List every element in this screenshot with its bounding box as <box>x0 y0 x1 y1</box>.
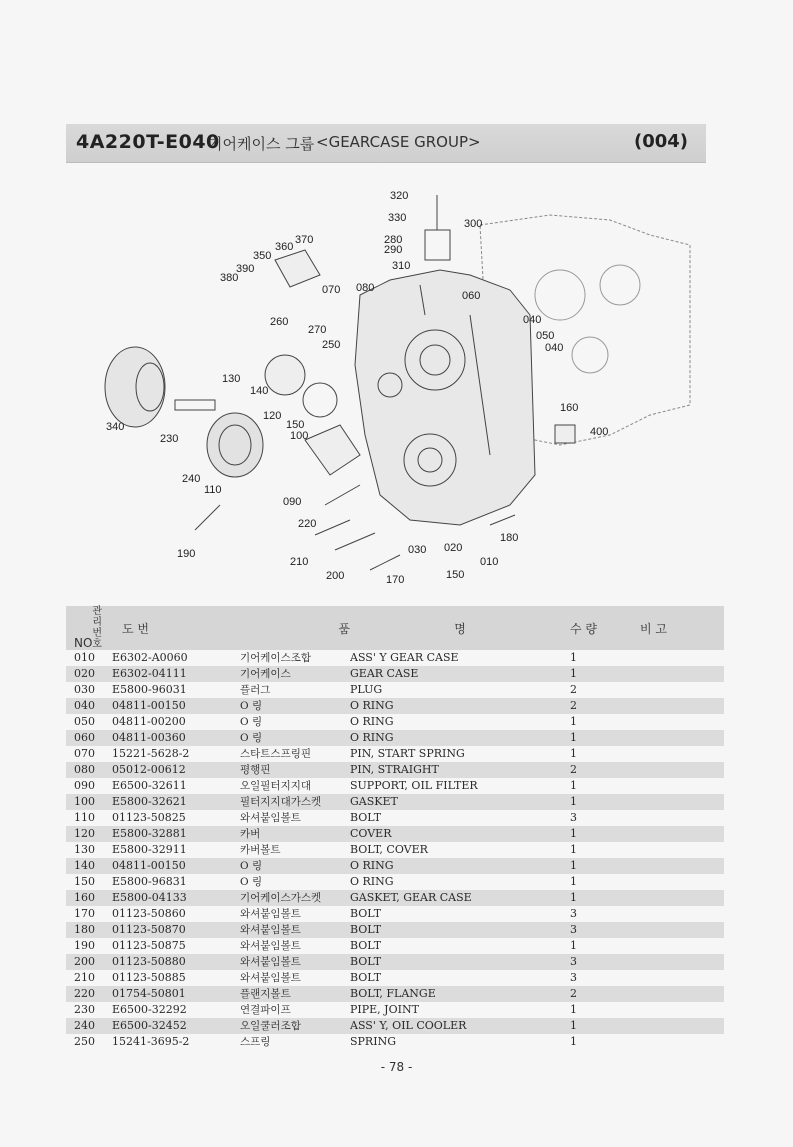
part-ref-no: 170 <box>74 907 95 920</box>
part-name-korean: 연결파이프 <box>240 1004 291 1016</box>
table-row <box>66 906 724 922</box>
part-remarks <box>640 970 724 986</box>
callout-090: 090 <box>283 496 302 508</box>
part-name-korean: O 링 <box>240 876 263 888</box>
part-name-english: BOLT <box>350 907 382 920</box>
callout-240: 240 <box>182 473 201 485</box>
part-number: 05012-00612 <box>112 763 186 776</box>
callout-290: 290 <box>384 244 403 256</box>
part-ref-no: 080 <box>74 763 95 776</box>
part-name-korean: 오일쿨러조합 <box>240 1020 301 1032</box>
callout-010: 010 <box>480 556 499 568</box>
part-quantity: 2 <box>570 699 577 712</box>
diagram-svg <box>90 175 700 595</box>
part-name-korean: 카버볼트 <box>240 844 281 856</box>
part-number: 04811-00360 <box>112 731 186 744</box>
part-quantity: 1 <box>570 667 577 680</box>
callout-100: 100 <box>290 430 309 442</box>
callout-030: 030 <box>408 544 427 556</box>
callout-060: 060 <box>462 290 481 302</box>
part-quantity: 1 <box>570 891 577 904</box>
part-name-english: BOLT <box>350 923 382 936</box>
part-remarks <box>640 954 724 970</box>
table-row <box>66 794 724 810</box>
part-ref-no: 210 <box>74 971 95 984</box>
callout-280: 280 <box>384 234 403 246</box>
part-quantity: 1 <box>570 715 577 728</box>
part-ref-no: 030 <box>74 683 95 696</box>
part-name-korean: 와셔붙임볼트 <box>240 972 301 984</box>
part-ref-no: 160 <box>74 891 95 904</box>
part-ref-no: 100 <box>74 795 95 808</box>
callout-390: 390 <box>236 263 255 275</box>
table-row <box>66 954 724 970</box>
part-number: E6302-A0060 <box>112 651 188 664</box>
part-number: 01123-50880 <box>112 955 186 968</box>
part-quantity: 1 <box>570 859 577 872</box>
part-remarks <box>640 778 724 794</box>
part-number: E5800-96031 <box>112 683 187 696</box>
part-remarks <box>640 810 724 826</box>
part-name-english: SUPPORT, OIL FILTER <box>350 779 478 792</box>
part-number: 04811-00150 <box>112 699 186 712</box>
part-quantity: 1 <box>570 651 577 664</box>
callout-120: 120 <box>263 410 282 422</box>
callout-020: 020 <box>444 542 463 554</box>
part-remarks <box>640 794 724 810</box>
callout-270: 270 <box>308 324 327 336</box>
part-remarks <box>640 874 724 890</box>
callout-040: 040 <box>545 342 564 354</box>
exploded-parts-diagram <box>90 175 700 595</box>
part-number: 15221-5628-2 <box>112 747 190 760</box>
part-quantity: 1 <box>570 731 577 744</box>
part-remarks <box>640 826 724 842</box>
parts-table-body <box>66 650 724 1050</box>
part-number: 04811-00150 <box>112 859 186 872</box>
part-name-english: BOLT <box>350 811 382 824</box>
part-quantity: 3 <box>570 955 577 968</box>
part-remarks <box>640 714 724 730</box>
part-ref-no: 180 <box>74 923 95 936</box>
callout-050: 050 <box>536 330 555 342</box>
callout-350: 350 <box>253 250 272 262</box>
part-quantity: 1 <box>570 779 577 792</box>
part-name-english: O RING <box>350 699 394 712</box>
part-quantity: 1 <box>570 747 577 760</box>
parts-table-header <box>66 606 724 650</box>
callout-230: 230 <box>160 433 179 445</box>
part-name-english: BOLT <box>350 939 382 952</box>
header-remarks: 비 고 <box>640 621 667 636</box>
callout-250: 250 <box>322 339 341 351</box>
callout-210: 210 <box>290 556 309 568</box>
part-quantity: 1 <box>570 1003 577 1016</box>
part-number: E5800-32911 <box>112 843 187 856</box>
part-name-english: O RING <box>350 731 394 744</box>
table-row <box>66 810 724 826</box>
title-band <box>66 124 706 163</box>
part-quantity: 2 <box>570 987 577 1000</box>
part-ref-no: 230 <box>74 1003 95 1016</box>
header-name-left: 품 <box>338 621 350 636</box>
part-number: E6500-32452 <box>112 1019 187 1032</box>
part-name-english: ASS' Y, OIL COOLER <box>350 1019 467 1032</box>
group-code: 4A220T-E040 <box>76 131 220 153</box>
part-number: E5800-96831 <box>112 875 187 888</box>
part-name-english: O RING <box>350 715 394 728</box>
part-remarks <box>640 762 724 778</box>
callout-180: 180 <box>500 532 519 544</box>
table-row <box>66 842 724 858</box>
parts-table <box>66 606 724 1050</box>
part-ref-no: 060 <box>74 731 95 744</box>
table-row <box>66 1034 724 1050</box>
part-quantity: 1 <box>570 939 577 952</box>
part-remarks <box>640 682 724 698</box>
part-name-korean: O 링 <box>240 860 263 872</box>
part-remarks <box>640 922 724 938</box>
part-number: 15241-3695-2 <box>112 1035 190 1048</box>
part-remarks <box>640 730 724 746</box>
part-name-korean: 플러그 <box>240 684 271 696</box>
part-remarks <box>640 906 724 922</box>
callout-340: 340 <box>106 421 125 433</box>
part-remarks <box>640 650 724 666</box>
part-ref-no: 200 <box>74 955 95 968</box>
group-number: (004) <box>633 131 688 152</box>
callout-110: 110 <box>204 484 222 496</box>
part-name-korean: 카버 <box>240 828 261 840</box>
part-name-english: GASKET <box>350 795 398 808</box>
callout-190: 190 <box>177 548 196 560</box>
part-ref-no: 140 <box>74 859 95 872</box>
part-name-english: SPRING <box>350 1035 396 1048</box>
callout-150-bottom: 150 <box>446 569 465 581</box>
part-remarks <box>640 890 724 906</box>
callout-320: 320 <box>390 190 409 202</box>
part-ref-no: 130 <box>74 843 95 856</box>
part-name-english: GASKET, GEAR CASE <box>350 891 472 904</box>
part-ref-no: 120 <box>74 827 95 840</box>
part-ref-no: 050 <box>74 715 95 728</box>
part-remarks <box>640 698 724 714</box>
part-remarks <box>640 1018 724 1034</box>
callout-330: 330 <box>388 212 407 224</box>
callout-130: 130 <box>222 373 241 385</box>
part-name-korean: 와셔붙임볼트 <box>240 940 301 952</box>
callout-370: 370 <box>295 234 314 246</box>
part-name-english: PIN, START SPRING <box>350 747 465 760</box>
part-name-korean: 플랜지볼트 <box>240 988 291 1000</box>
callout-360: 360 <box>275 241 294 253</box>
part-remarks <box>640 938 724 954</box>
callout-310: 310 <box>392 260 411 272</box>
table-row <box>66 666 724 682</box>
part-name-korean: 와셔붙임볼트 <box>240 924 301 936</box>
callout-070: 070 <box>322 284 341 296</box>
part-quantity: 2 <box>570 683 577 696</box>
part-name-korean: 평행핀 <box>240 764 271 776</box>
table-row <box>66 730 724 746</box>
part-ref-no: 190 <box>74 939 95 952</box>
part-name-korean: 스프링 <box>240 1036 271 1048</box>
part-remarks <box>640 858 724 874</box>
part-name-english: GEAR CASE <box>350 667 419 680</box>
part-ref-no: 070 <box>74 747 95 760</box>
part-quantity: 3 <box>570 907 577 920</box>
part-ref-no: 250 <box>74 1035 95 1048</box>
table-row <box>66 682 724 698</box>
part-quantity: 1 <box>570 1035 577 1048</box>
part-number: 01123-50860 <box>112 907 186 920</box>
table-row <box>66 890 724 906</box>
group-title-korean: 기어케이스 그룹 <box>208 135 315 153</box>
table-row <box>66 698 724 714</box>
part-name-korean: 와셔붙임볼트 <box>240 812 301 824</box>
table-row <box>66 874 724 890</box>
part-name-korean: 와셔붙임볼트 <box>240 956 301 968</box>
header-no: NO관리번호 <box>66 606 112 650</box>
part-quantity: 3 <box>570 971 577 984</box>
part-quantity: 3 <box>570 923 577 936</box>
part-number: E5800-32621 <box>112 795 187 808</box>
part-number: E6302-04111 <box>112 667 187 680</box>
part-ref-no: 040 <box>74 699 95 712</box>
part-remarks <box>640 746 724 762</box>
part-number: 01123-50825 <box>112 811 186 824</box>
table-row <box>66 986 724 1002</box>
part-name-english: O RING <box>350 859 394 872</box>
part-number: 01123-50870 <box>112 923 186 936</box>
part-name-english: PIN, STRAIGHT <box>350 763 439 776</box>
table-row <box>66 970 724 986</box>
part-remarks <box>640 986 724 1002</box>
part-quantity: 3 <box>570 811 577 824</box>
part-number: E5800-32881 <box>112 827 187 840</box>
part-number: 01123-50885 <box>112 971 186 984</box>
table-row <box>66 938 724 954</box>
callout-380: 380 <box>220 272 239 284</box>
part-quantity: 2 <box>570 763 577 776</box>
part-quantity: 1 <box>570 795 577 808</box>
table-row <box>66 1002 724 1018</box>
part-number: 01754-50801 <box>112 987 186 1000</box>
part-ref-no: 220 <box>74 987 95 1000</box>
table-row <box>66 650 724 666</box>
part-number: E6500-32611 <box>112 779 187 792</box>
part-remarks <box>640 1002 724 1018</box>
table-row <box>66 714 724 730</box>
header-qty: 수 량 <box>570 621 597 636</box>
callout-040-top: 040 <box>523 314 542 326</box>
part-name-korean: O 링 <box>240 716 263 728</box>
part-name-english: ASS' Y GEAR CASE <box>350 651 459 664</box>
part-ref-no: 090 <box>74 779 95 792</box>
part-name-korean: 기어케이스조합 <box>240 652 312 664</box>
part-name-korean: 와셔붙임볼트 <box>240 908 301 920</box>
callout-400: 400 <box>590 426 609 438</box>
callout-150: 150 <box>286 419 305 431</box>
part-name-korean: 필터지지대가스켓 <box>240 796 322 808</box>
table-row <box>66 762 724 778</box>
part-ref-no: 010 <box>74 651 95 664</box>
callout-220: 220 <box>298 518 317 530</box>
part-ref-no: 240 <box>74 1019 95 1032</box>
callout-170: 170 <box>386 574 405 586</box>
part-quantity: 1 <box>570 1019 577 1032</box>
part-ref-no: 020 <box>74 667 95 680</box>
part-number: 01123-50875 <box>112 939 186 952</box>
header-part-no: 도 번 <box>122 621 149 636</box>
part-ref-no: 110 <box>74 811 95 824</box>
part-name-english: BOLT <box>350 955 382 968</box>
part-name-korean: 기어케이스가스켓 <box>240 892 322 904</box>
part-number: E6500-32292 <box>112 1003 187 1016</box>
part-name-korean: 스타트스프링핀 <box>240 748 312 760</box>
part-number: E5800-04133 <box>112 891 187 904</box>
part-name-english: BOLT, COVER <box>350 843 428 856</box>
part-quantity: 1 <box>570 843 577 856</box>
table-row <box>66 922 724 938</box>
callout-200: 200 <box>326 570 345 582</box>
part-name-english: PIPE, JOINT <box>350 1003 419 1016</box>
part-name-korean: 기어케이스 <box>240 668 291 680</box>
part-remarks <box>640 842 724 858</box>
header-name-right: 명 <box>454 621 466 636</box>
table-row <box>66 858 724 874</box>
table-row <box>66 826 724 842</box>
callout-300: 300 <box>464 218 483 230</box>
callout-160: 160 <box>560 402 579 414</box>
callout-260: 260 <box>270 316 289 328</box>
page-number: - 78 - <box>380 1060 413 1074</box>
part-number: 04811-00200 <box>112 715 186 728</box>
part-quantity: 1 <box>570 875 577 888</box>
table-row <box>66 778 724 794</box>
table-row <box>66 746 724 762</box>
part-quantity: 1 <box>570 827 577 840</box>
part-name-korean: 오일필터지지대 <box>240 780 312 792</box>
header-mgmt-no: 관리번호 <box>92 606 103 650</box>
part-ref-no: 150 <box>74 875 95 888</box>
part-name-english: PLUG <box>350 683 383 696</box>
part-name-korean: O 링 <box>240 732 263 744</box>
part-name-english: COVER <box>350 827 392 840</box>
table-row <box>66 1018 724 1034</box>
part-remarks <box>640 1034 724 1050</box>
part-name-english: BOLT, FLANGE <box>350 987 436 1000</box>
part-name-english: O RING <box>350 875 394 888</box>
part-remarks <box>640 666 724 682</box>
callout-140: 140 <box>250 385 269 397</box>
callout-080: 080 <box>356 282 375 294</box>
part-name-korean: O 링 <box>240 700 263 712</box>
part-name-english: BOLT <box>350 971 382 984</box>
group-title-english: <GEARCASE GROUP> <box>316 133 481 151</box>
